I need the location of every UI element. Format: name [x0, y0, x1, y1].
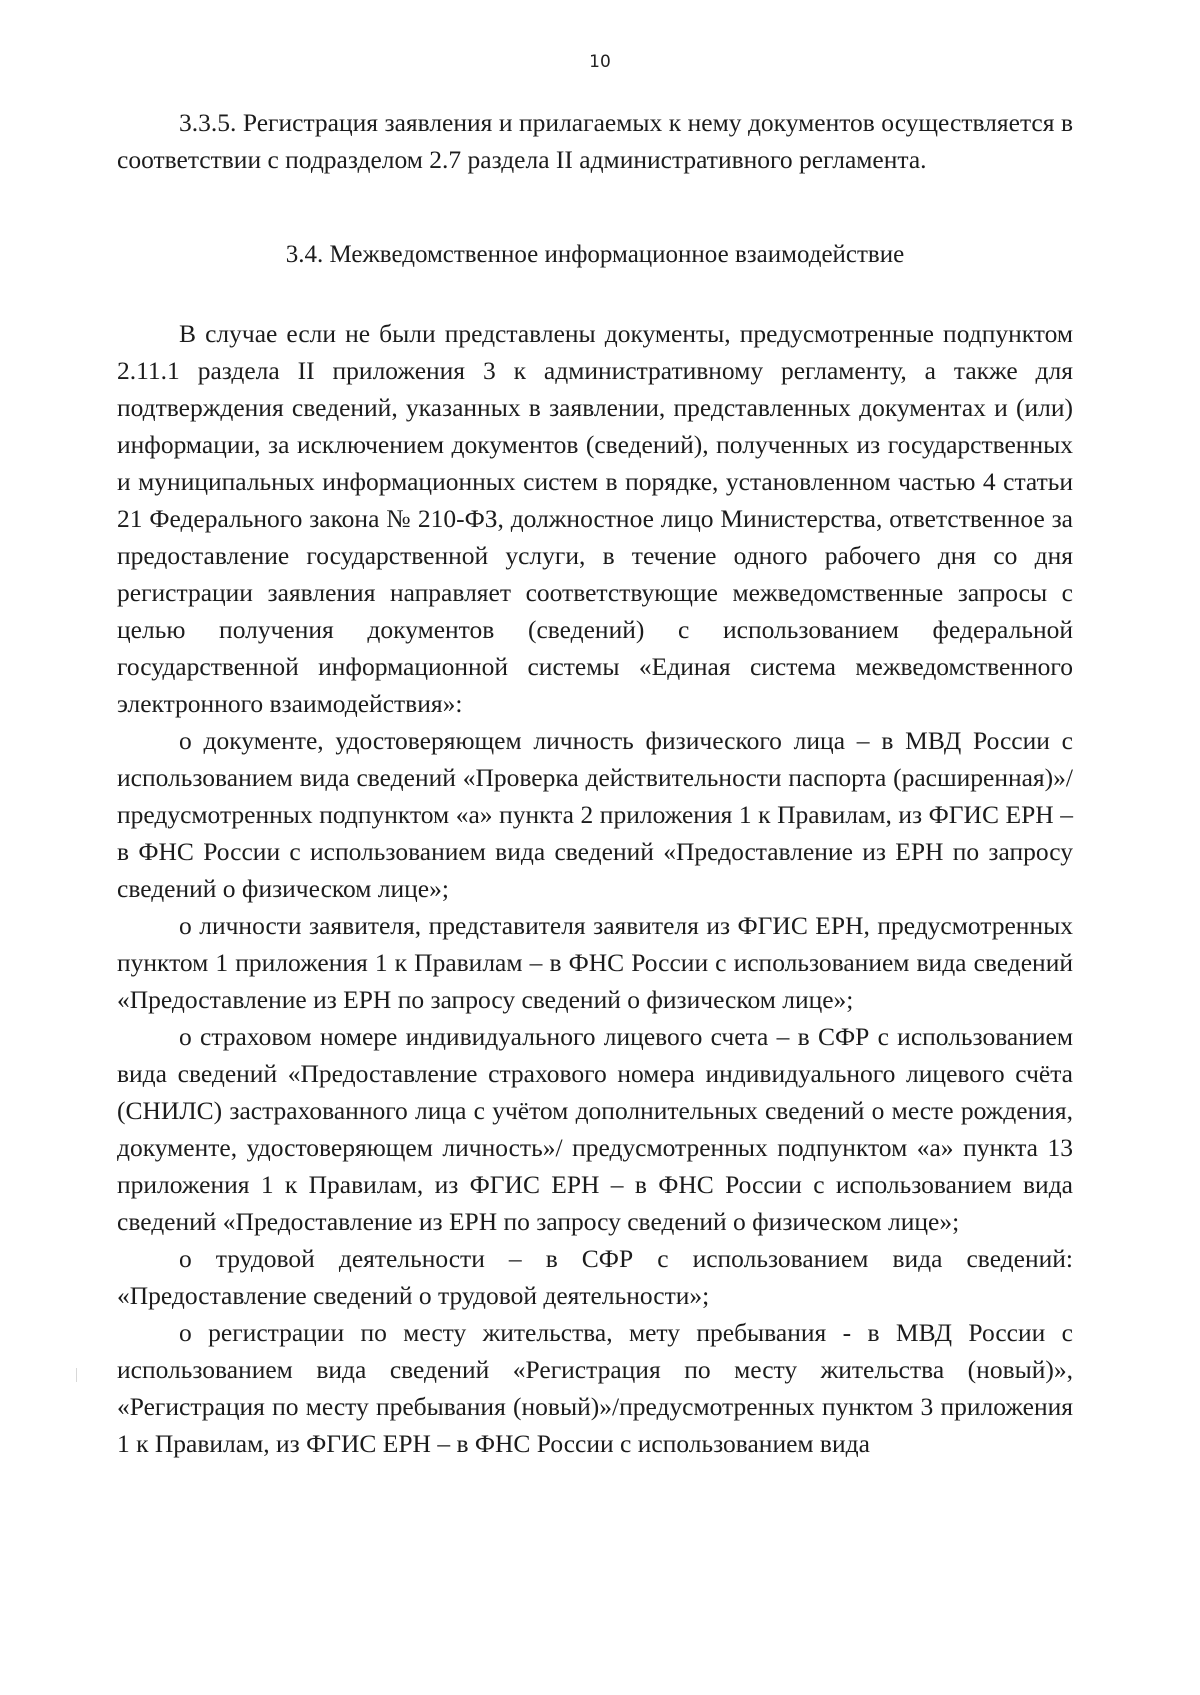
list-item-registration: о регистрации по месту жительства, мету пребывания - в МВД России с использованием вида сведений «Регистрация по месту жительства (новый)», «Регистрация по месту пребывания (новый)»/предусмотренных пунктом 3 приложения 1 к Правилам, из ФГИС ЕРН – в ФНС России с использованием вида [117, 1318, 1073, 1458]
list-item-insurance-number: о страховом номере индивидуального лицевого счета – в СФР с использованием вида сведений «Предоставление страхового номера индивидуального лицевого счёта (СНИЛС) застрахованного лица с учётом дополнительных сведений о месте рождения, документе, удостоверяющем личность»/ предусмотренных подпунктом «а» пункта 13 приложения 1 к Правилам, из ФГИС ЕРН – в ФНС России с использованием вида сведений «Предоставление из ЕРН по запросу сведений о физическом лице»; [117, 1022, 1073, 1236]
list-item-applicant-identity: о личности заявителя, представителя заявителя из ФГИС ЕРН, предусмотренных пунктом 1 приложения 1 к Правилам – в ФНС России с использованием вида сведений «Предоставление из ЕРН по запросу сведений о физическом лице»; [117, 911, 1073, 1014]
list-item-identity-document: о документе, удостоверяющем личность физического лица – в МВД России с использованием вида сведений «Проверка действительности паспорта (расширенная)»/предусмотренных подпунктом «а» пункта 2 приложения 1 к Правилам, из ФГИС ЕРН – в ФНС России с использованием вида сведений «Предоставление из ЕРН по запросу сведений о физическом лице»; [117, 726, 1073, 903]
section-heading-3-4: 3.4. Межведомственное информационное взаимодействие [285, 241, 905, 268]
scan-artifact-mark [76, 1368, 77, 1382]
paragraph-intro: В случае если не были представлены документы, предусмотренные подпунктом 2.11.1 раздела II приложения 3 к административному регламенту, а также для подтверждения сведений, указанных в заявлении, представленных документах и (или) информации, за исключением документов (сведений), полученных из государственных и муниципальных информационных систем в порядке, установленном частью 4 статьи 21 Федерального закона № 210-ФЗ, должностное лицо Министерства, ответственное за предоставление государственной услуги, в течение одного рабочего дня со дня регистрации заявления направляет соответствующие межведомственные запросы с целью получения документов (сведений) с использованием федеральной государственной информационной системы «Единая система межведомственного электронного взаимодействия»: [117, 319, 1073, 718]
page-number: 10 [589, 52, 611, 72]
list-item-employment: о трудовой деятельности – в СФР с использованием вида сведений: «Предоставление сведений о трудовой деятельности»; [117, 1244, 1073, 1310]
paragraph-3-3-5: 3.3.5. Регистрация заявления и прилагаемых к нему документов осуществляется в соответствии с подразделом 2.7 раздела II административного регламента. [117, 108, 1073, 174]
document-body [117, 104, 1073, 1462]
